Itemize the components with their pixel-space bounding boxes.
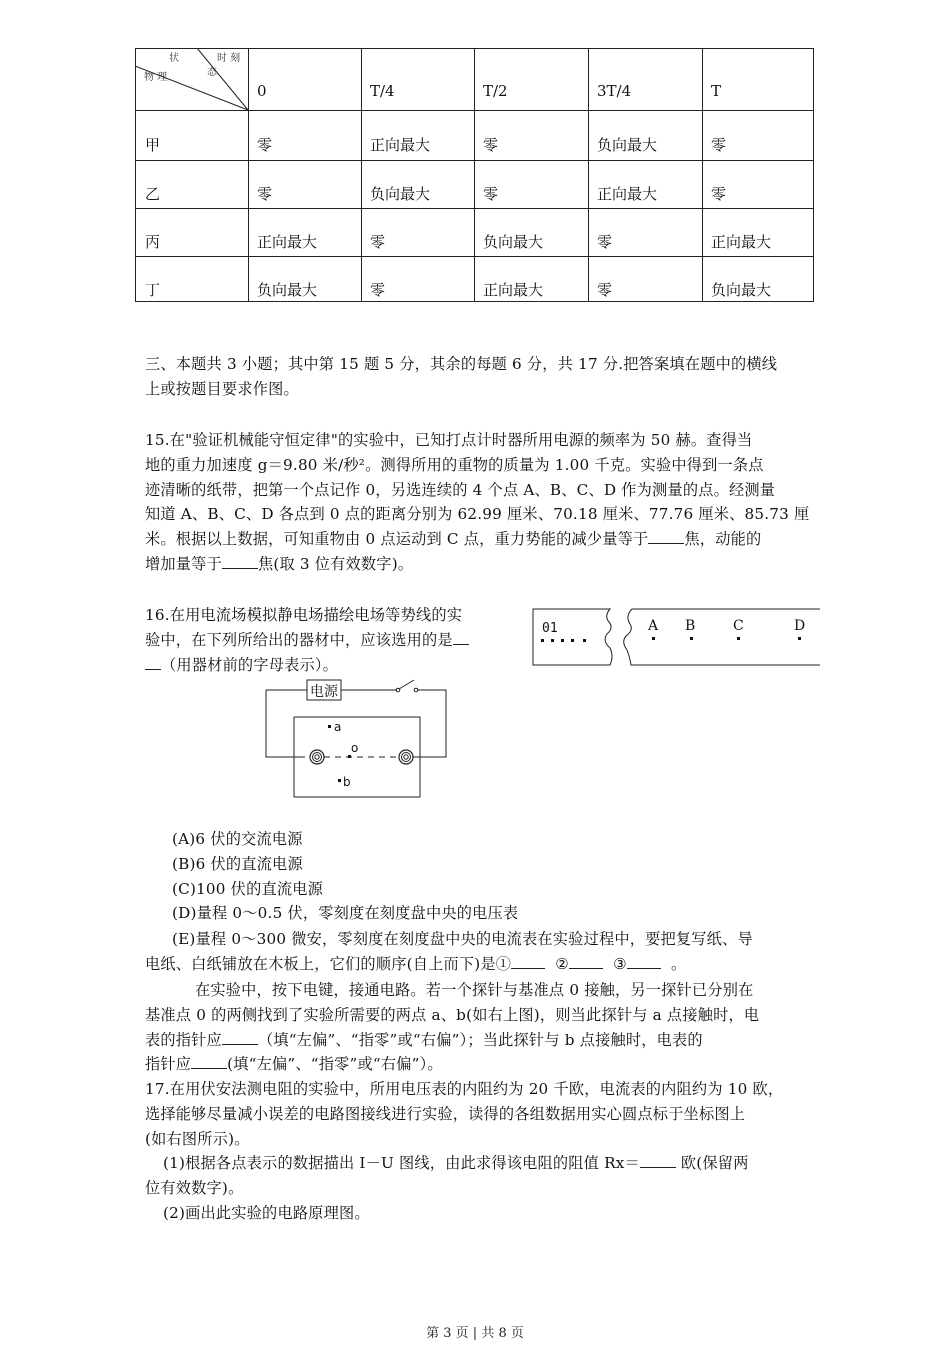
section-3-instructions: [145, 352, 815, 402]
table-cell: 负向最大: [257, 281, 318, 299]
table-cell: 零: [370, 233, 386, 251]
tape-dot: [583, 639, 586, 642]
text-segment: 电纸、白纸铺放在木板上，它们的顺序(自上而下)是①: [145, 954, 512, 973]
answer-blank-needle-b[interactable]: [191, 1054, 227, 1069]
option-B: (B)6 伏的直流电源: [172, 854, 303, 873]
row-label: 乙: [145, 185, 161, 203]
text-line: [145, 1052, 815, 1077]
tape-dot: [541, 639, 544, 642]
circle-2: ②: [555, 954, 570, 973]
text-segment: (填“左偏”、“指零”或“右偏”）。: [227, 1055, 443, 1074]
answer-blank-order-1[interactable]: [511, 954, 545, 969]
text-segment: 增加量等于: [145, 554, 222, 573]
option-A: (A)6 伏的交流电源: [172, 830, 303, 848]
text-line: 三、本题共 3 小题；其中第 15 题 5 分，其余的每题 6 分，共 17 分.把答案填在题中的横线: [145, 355, 778, 373]
column-header: T/4: [370, 82, 395, 100]
question-16-options: [172, 827, 812, 926]
tape-dot: [571, 639, 574, 642]
answer-blank-equipment[interactable]: [453, 630, 469, 645]
text-line: 地的重力加速度 g＝9.80 米/秒²。测得所用的重物的质量为 1.00 千克。实验中得到一条点: [145, 455, 764, 474]
text-segment: 。: [671, 954, 687, 973]
question-16-intro: [145, 603, 505, 677]
text-segment: 表的指针应: [145, 1030, 222, 1049]
text-segment: （填“左偏”、“指零”或“右偏”）；当此探针与 b 点接触时，电表的: [257, 1030, 703, 1049]
answer-blank-resistance[interactable]: [640, 1153, 676, 1168]
table-cell: 正向最大: [370, 136, 431, 154]
question-15: [145, 428, 815, 577]
tape-dot: [561, 639, 564, 642]
text-line: 选择能够尽量减小误差的电路图接线进行实验，读得的各组数据用实心圆点标于坐标图上: [145, 1104, 746, 1123]
answer-blank-needle-a[interactable]: [222, 1030, 258, 1045]
table-cell: 零: [483, 136, 499, 154]
column-header: T: [711, 82, 722, 100]
text-segment: 欧(保留两: [680, 1154, 749, 1173]
page-footer: 第 3 页 | 共 8 页: [426, 1326, 524, 1341]
tape-label-01: 01: [542, 621, 558, 636]
text-line: 16.在用电流场模拟静电场描绘电场等势线的实: [145, 606, 463, 624]
corner-header-physics: 物 理: [144, 72, 168, 83]
table-cell: 正向最大: [257, 233, 318, 251]
table-cell: 负向最大: [711, 281, 772, 299]
table-cell: 零: [257, 136, 273, 154]
answer-blank-equipment-cont[interactable]: [145, 655, 161, 670]
text-line: 17.在用伏安法测电阻的实验中，所用电压表的内阻约为 20 千欧，电流表的内阻约为 10 欧，: [145, 1080, 784, 1098]
row-label: 甲: [145, 136, 161, 154]
text-segment: 焦(取 3 位有效数字)。: [257, 554, 414, 573]
text-line: [145, 628, 505, 653]
text-line: 迹清晰的纸带，把第一个点记作 0，另选连续的 4 个点 A、B、C、D 作为测量的点。经测量: [145, 480, 776, 499]
tape-dot: [551, 639, 554, 642]
answer-blank-potential-energy[interactable]: [648, 529, 684, 544]
circuit-figure: [255, 675, 470, 805]
text-segment: 焦，动能的: [684, 530, 762, 549]
table-cell: 零: [597, 233, 613, 251]
row-label: 丙: [145, 233, 161, 251]
text-line: 在实验中，按下电键，接通电路。若一个探针与基准点 0 接触，另一探针已分别在: [195, 981, 754, 999]
text-segment: 验中，在下列所给出的器材中，应该选用的是: [145, 630, 453, 649]
table-cell: 负向最大: [483, 233, 544, 251]
tape-point-D: D: [794, 618, 806, 634]
text-line: 15.在"验证机械能守恒定律"的实验中，已知打点计时器所用电源的频率为 50 赫。查得当: [145, 431, 753, 449]
paper-tape-figure: [530, 604, 820, 670]
tape-point-A: A: [648, 618, 659, 634]
text-segment: （用器材前的字母表示）。: [161, 655, 339, 674]
table-cell: 正向最大: [483, 281, 544, 299]
table-cell: 零: [483, 185, 499, 203]
text-line: [145, 1028, 815, 1053]
table-cell: 零: [597, 281, 613, 299]
switch-lever: [399, 680, 414, 689]
point-o-dot: [348, 755, 351, 758]
corner-header-time: 时 刻: [217, 53, 241, 64]
power-source-label: 电源: [310, 684, 338, 700]
tape-point-C: C: [733, 618, 744, 634]
text-line: [145, 552, 815, 577]
table-cell: 正向最大: [597, 185, 658, 203]
tape-dot: [652, 637, 655, 640]
option-C: (C)100 伏的直流电源: [172, 879, 324, 898]
tape-dot: [798, 637, 801, 640]
text-segment: 米。根据以上数据，可知重物由 0 点运动到 C 点，重力势能的减少量等于: [145, 530, 649, 549]
circle-3: ③: [613, 954, 627, 973]
text-line: [145, 653, 505, 678]
point-b-dot: [338, 779, 341, 782]
text-line: (2)画出此实验的电路原理图。: [163, 1203, 370, 1222]
corner-header-state-2: 态: [207, 67, 217, 78]
text-segment: (1)根据各点表示的数据描出 I－U 图线，由此求得该电阻的阻值 Rx＝: [163, 1154, 640, 1173]
answer-blank-kinetic-energy[interactable]: [222, 554, 258, 569]
table-cell: 正向最大: [711, 233, 772, 251]
text-line: 基准点 0 的两侧找到了实验所需要的两点 a、b(如右上图)，则当此探针与 a 点接触时，电: [145, 1005, 760, 1024]
corner-header-state-1: 状: [169, 53, 179, 64]
option-E: (E)量程 0～300 微安，零刻度在刻度盘中央的电流表在实验过程中，要把复写纸、导: [172, 930, 753, 948]
option-D: (D)量程 0～0.5 伏，零刻度在刻度盘中央的电压表: [172, 904, 519, 923]
table-cell: 零: [711, 185, 727, 203]
point-a-label: a: [334, 720, 342, 734]
tape-dot: [690, 637, 693, 640]
text-line: 位有效数字)。: [145, 1179, 244, 1198]
text-line: 知道 A、B、C、D 各点到 0 点的距离分别为 62.99 厘米、70.18 厘米、77.76 厘米、85.73 厘: [145, 505, 810, 524]
row-label: 丁: [145, 281, 161, 299]
tape-point-B: B: [685, 618, 696, 634]
state-table: [135, 48, 814, 302]
column-header: 3T/4: [597, 82, 632, 100]
column-header: T/2: [483, 82, 508, 100]
question-17: [145, 1077, 815, 1226]
table-cell: 负向最大: [370, 185, 431, 203]
point-a-dot: [328, 725, 331, 728]
table-cell: 负向最大: [597, 136, 658, 154]
text-line: [145, 527, 815, 552]
answer-blank-order-2[interactable]: [569, 954, 603, 969]
column-header: 0: [257, 82, 267, 100]
question-16-option-E: [145, 927, 815, 977]
text-line: [145, 952, 815, 977]
tape-dot: [737, 637, 740, 640]
point-o-label: o: [351, 741, 359, 755]
point-b-label: b: [343, 775, 351, 789]
question-16-part-2: [145, 978, 815, 1077]
table-cell: 零: [711, 136, 727, 154]
table-cell: 零: [370, 281, 386, 299]
answer-blank-order-3[interactable]: [627, 954, 661, 969]
text-line: 上或按题目要求作图。: [145, 379, 299, 398]
text-segment: 指针应: [145, 1055, 192, 1074]
text-line: [145, 1151, 815, 1176]
table-cell: 零: [257, 185, 273, 203]
text-line: (如右图所示)。: [145, 1129, 250, 1148]
